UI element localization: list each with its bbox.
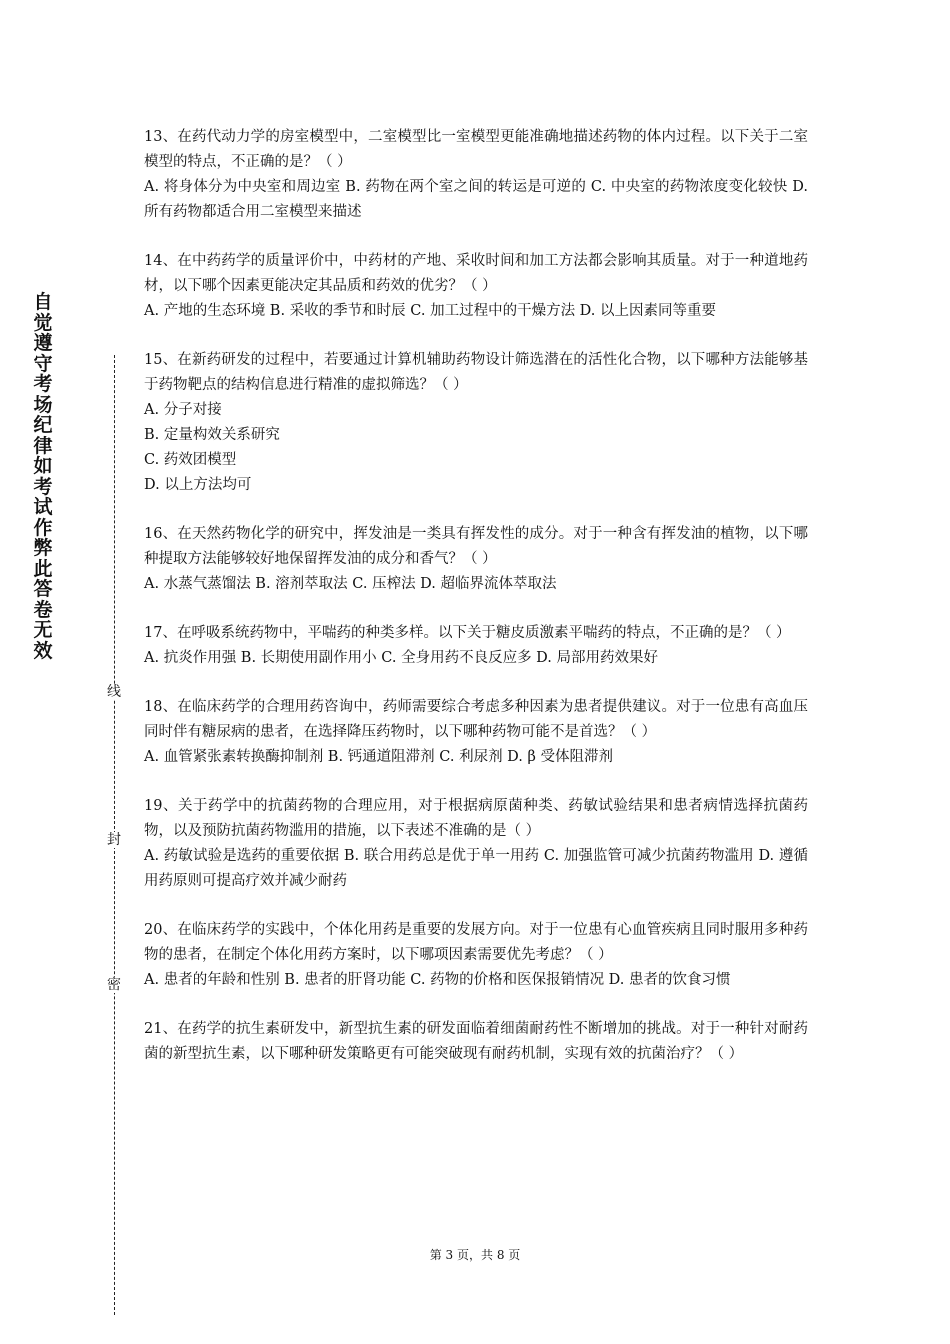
question-17 (144, 621, 808, 671)
question-options: A. 水蒸气蒸馏法 B. 溶剂萃取法 C. 压榨法 D. 超临界流体萃取法 (144, 576, 557, 592)
question-options: A. 血管紧张素转换酶抑制剂 B. 钙通道阻滞剂 C. 利尿剂 D. β 受体阻滞剂 (144, 749, 614, 765)
question-20 (144, 918, 808, 993)
binding-mark-seal: 封 (104, 832, 124, 848)
question-16 (144, 522, 808, 597)
binding-mark-line: 线 (104, 684, 124, 700)
question-stem: 21、在药学的抗生素研发中，新型抗生素的研发面临着细菌耐药性不断增加的挑战。对于一种针对耐药菌的新型抗生素，以下哪种研发策略更有可能突破现有耐药机制，实现有效的抗菌治疗？（ ） (144, 1021, 808, 1062)
question-21 (144, 1017, 808, 1067)
question-options: A. 患者的年龄和性别 B. 患者的肝肾功能 C. 药物的价格和医保报销情况 D. 患者的饮食习惯 (144, 972, 731, 988)
question-stem: 14、在中药药学的质量评价中，中药材的产地、采收时间和加工方法都会影响其质量。对于一种道地药材，以下哪个因素更能决定其品质和药效的优劣？（ ） (144, 253, 808, 294)
option-b: B. 定量构效关系研究 (144, 427, 280, 443)
question-stem: 16、在天然药物化学的研究中，挥发油是一类具有挥发性的成分。对于一种含有挥发油的植物，以下哪种提取方法能够较好地保留挥发油的成分和香气？（ ） (144, 526, 808, 567)
option-a: A. 分子对接 (144, 402, 222, 418)
question-14 (144, 249, 808, 324)
question-options: A. 药敏试验是选药的重要依据 B. 联合用药总是优于单一用药 C. 加强监管可减少抗菌药物滥用 D. 遵循用药原则可提高疗效并减少耐药 (144, 848, 808, 889)
option-d: D. 以上方法均可 (144, 477, 252, 493)
question-stem: 17、在呼吸系统药物中，平喘药的种类多样。以下关于糖皮质激素平喘药的特点，不正确的是？（ ） (144, 625, 791, 641)
question-13 (144, 125, 808, 225)
question-15 (144, 348, 808, 498)
question-stem: 19、关于药学中的抗菌药物的合理应用，对于根据病原菌种类、药敏试验结果和患者病情选择抗菌药物，以及预防抗菌药物滥用的措施，以下表述不准确的是（ ） (144, 798, 808, 839)
exam-discipline-notice: 自觉遵守考场纪律如考试作弊此答卷无效 (33, 291, 53, 662)
question-options: A. 产地的生态环境 B. 采收的季节和时辰 C. 加工过程中的干燥方法 D. 以上因素同等重要 (144, 303, 717, 319)
question-options: A. 抗炎作用强 B. 长期使用副作用小 C. 全身用药不良反应多 D. 局部用药效果好 (144, 650, 659, 666)
question-list (144, 125, 808, 1091)
question-options: A. 将身体分为中央室和周边室 B. 药物在两个室之间的转运是可逆的 C. 中央室的药物浓度变化较快 D. 所有药物都适合用二室模型来描述 (144, 179, 808, 220)
option-c: C. 药效团模型 (144, 452, 237, 468)
question-18 (144, 695, 808, 770)
question-stem: 18、在临床药学的合理用药咨询中，药师需要综合考虑多种因素为患者提供建议。对于一位患有高血压同时伴有糖尿病的患者，在选择降压药物时，以下哪种药物可能不是首选？（ ） (144, 699, 808, 740)
question-19 (144, 794, 808, 894)
binding-mark-secret: 密 (104, 977, 124, 993)
question-stem: 20、在临床药学的实践中，个体化用药是重要的发展方向。对于一位患有心血管疾病且同时服用多种药物的患者，在制定个体化用药方案时，以下哪项因素需要优先考虑？（ ） (144, 922, 808, 963)
question-stem: 13、在药代动力学的房室模型中，二室模型比一室模型更能准确地描述药物的体内过程。以下关于二室模型的特点，不正确的是？（ ） (144, 129, 808, 170)
question-stem: 15、在新药研发的过程中，若要通过计算机辅助药物设计筛选潜在的活性化合物，以下哪种方法能够基于药物靶点的结构信息进行精准的虚拟筛选？（ ） (144, 352, 808, 393)
page-number: 第 3 页，共 8 页 (429, 1248, 521, 1262)
